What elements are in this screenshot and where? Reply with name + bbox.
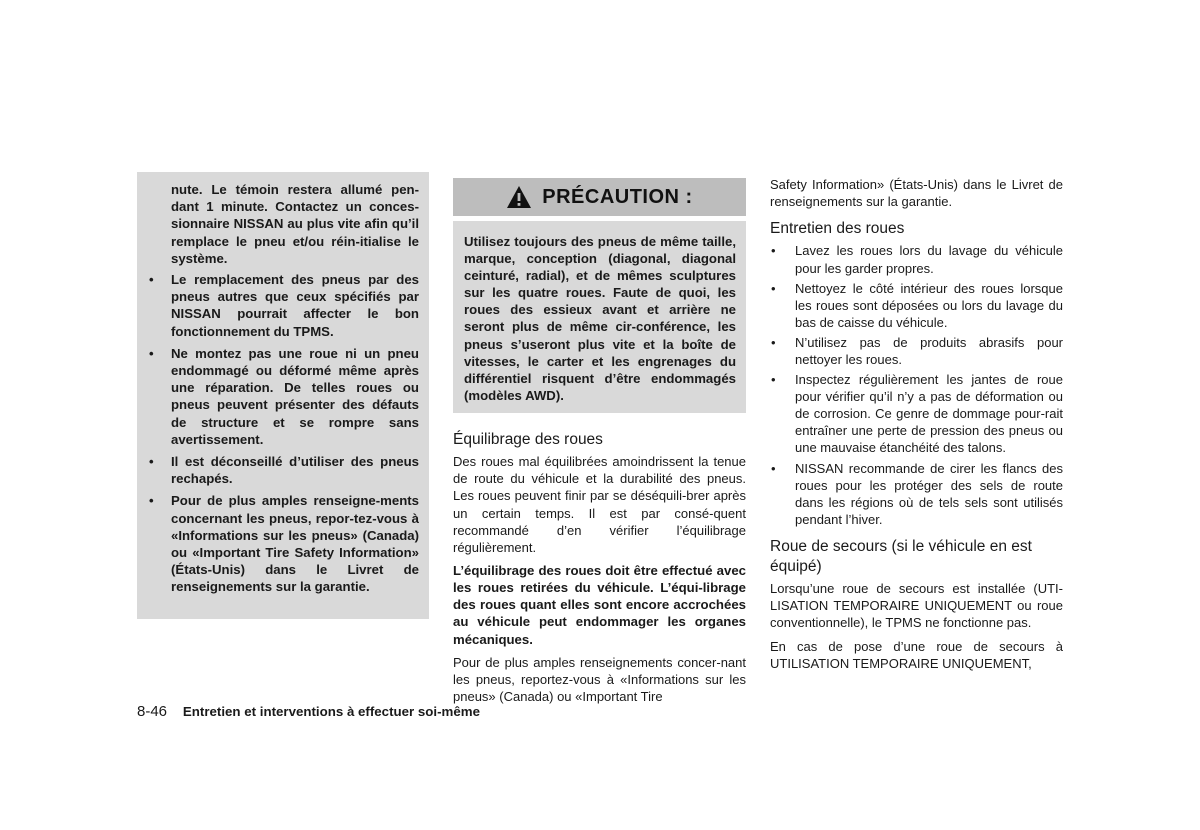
bullet-icon: • [771,243,776,259]
balancing-warning-paragraph: L’équilibrage des roues doit être effectué avec les roues retirées du véhicule. L’équi-librage des roues quant elles sont encore accrochées au véhicule peut endommager les organes mécaniques. [453,563,746,647]
right-column [770,176,1063,672]
caution-header [453,178,746,216]
continuation-paragraph: Safety Information» (États-Unis) dans le Livret de renseignements sur la garantie. [770,177,1063,210]
wheels-heading: Entretien des roues [770,220,905,238]
warning-triangle-icon [506,185,532,209]
middle-column [453,178,746,705]
list-item: • Pour de plus amples renseigne-ments concernant les pneus, repor-tez-vous à «Informations sur les pneus» (Canada) ou «Important Tire Safety Information» (États-Unis) dans le Livret de renseignements sur la garantie. [149,493,419,595]
page-number: 8-46 [137,703,168,720]
list-item: • N’utilisez pas de produits abrasifs pour nettoyer les roues. [771,334,1063,367]
spare-wheel-heading: Roue de secours (si le véhicule en est équipé) [770,537,1032,575]
caution-body: Utilisez toujours des pneus de même taille, marque, conception (diagonal, diagonal ceinturé, radial), et de mêmes sculptures sur les quatre roues. Faute de quoi, les roues des essieux avant et arrière ne seront plus de même cir-conférence, les pneus s’useront plus vite et la boîte de vitesses, le carter et les engrenages du différentiel risquent d’être endommagés (modèles AWD). [453,221,746,413]
section-title: Entretien et interventions à effectuer soi-même [182,704,480,719]
spare-paragraph-2: En cas de pose d’une roue de secours à UTILISATION TEMPORAIRE UNIQUEMENT, [770,638,1063,671]
balancing-heading: Équilibrage des roues [453,430,603,448]
bullet-icon: • [149,493,154,509]
warning-lead-text: nute. Le témoin restera allumé pen-dant 1 minute. Contactez un conces-sionnaire NISSAN au plus vite afin qu’il remplace le pneu et/ou réin-itialise le système. [171,182,419,266]
spare-paragraph: Lorsqu’une roue de secours est installée (UTI-LISATION TEMPORAIRE UNIQUEMENT ou roue conventionnelle), le TPMS ne fonctionne pas. [770,580,1063,631]
list-item: • NISSAN recommande de cirer les flancs des roues pour les protéger des sels de route dans les régions où de tels sels sont utilisés pendant l’hiver. [771,460,1063,527]
list-item: • Nettoyez le côté intérieur des roues lorsque les roues sont déposées ou lors du lavage du bas de caisse du véhicule. [771,280,1063,330]
warning-continuation-box [137,172,429,619]
bullet-icon: • [771,372,776,388]
bullet-icon: • [771,280,776,296]
caution-title: PRÉCAUTION : [542,185,693,208]
bullet-icon: • [149,345,154,361]
balancing-paragraph: Des roues mal équilibrées amoindrissent la tenue de route du véhicule et la durabilité des pneus. Les roues peuvent finir par se déséquili-brer après un certain temps. Il est par consé-quent recommandé d’en vérifier l’équilibrage régulièrement. [453,453,746,555]
list-item: • Ne montez pas une roue ni un pneu endommagé ou déformé même après une réparation. De telles roues ou pneus peuvent présenter des défauts de structure et se rompre sans avertissement. [149,345,419,447]
bullet-icon: • [149,454,154,470]
wheels-bullet-list [770,242,1063,528]
balancing-info-paragraph: Pour de plus amples renseignements concer-nant les pneus, reportez-vous à «Informations sur les pneus» (Canada) ou «Important Tire [453,654,746,705]
page-footer [137,703,480,720]
warning-bullet-list [147,271,419,596]
bullet-icon: • [771,334,776,350]
list-item: • Le remplacement des pneus par des pneus autres que ceux spécifiés par NISSAN pourrait affecter le bon fonctionnement du TPMS. [149,272,419,339]
list-item: • Il est déconseillé d’utiliser des pneus rechapés. [149,454,419,487]
list-item: • Inspectez régulièrement les jantes de roue pour vérifier qu’il n’y a pas de déformation ou de corrosion. Ce genre de dommage pour-rait entraîner une perte de pression des pneus ou une mauvaise étanchéité des talons. [771,372,1063,456]
bullet-icon: • [149,272,154,288]
bullet-icon: • [771,460,776,476]
list-item: • Lavez les roues lors du lavage du véhicule pour les garder propres. [771,243,1063,276]
